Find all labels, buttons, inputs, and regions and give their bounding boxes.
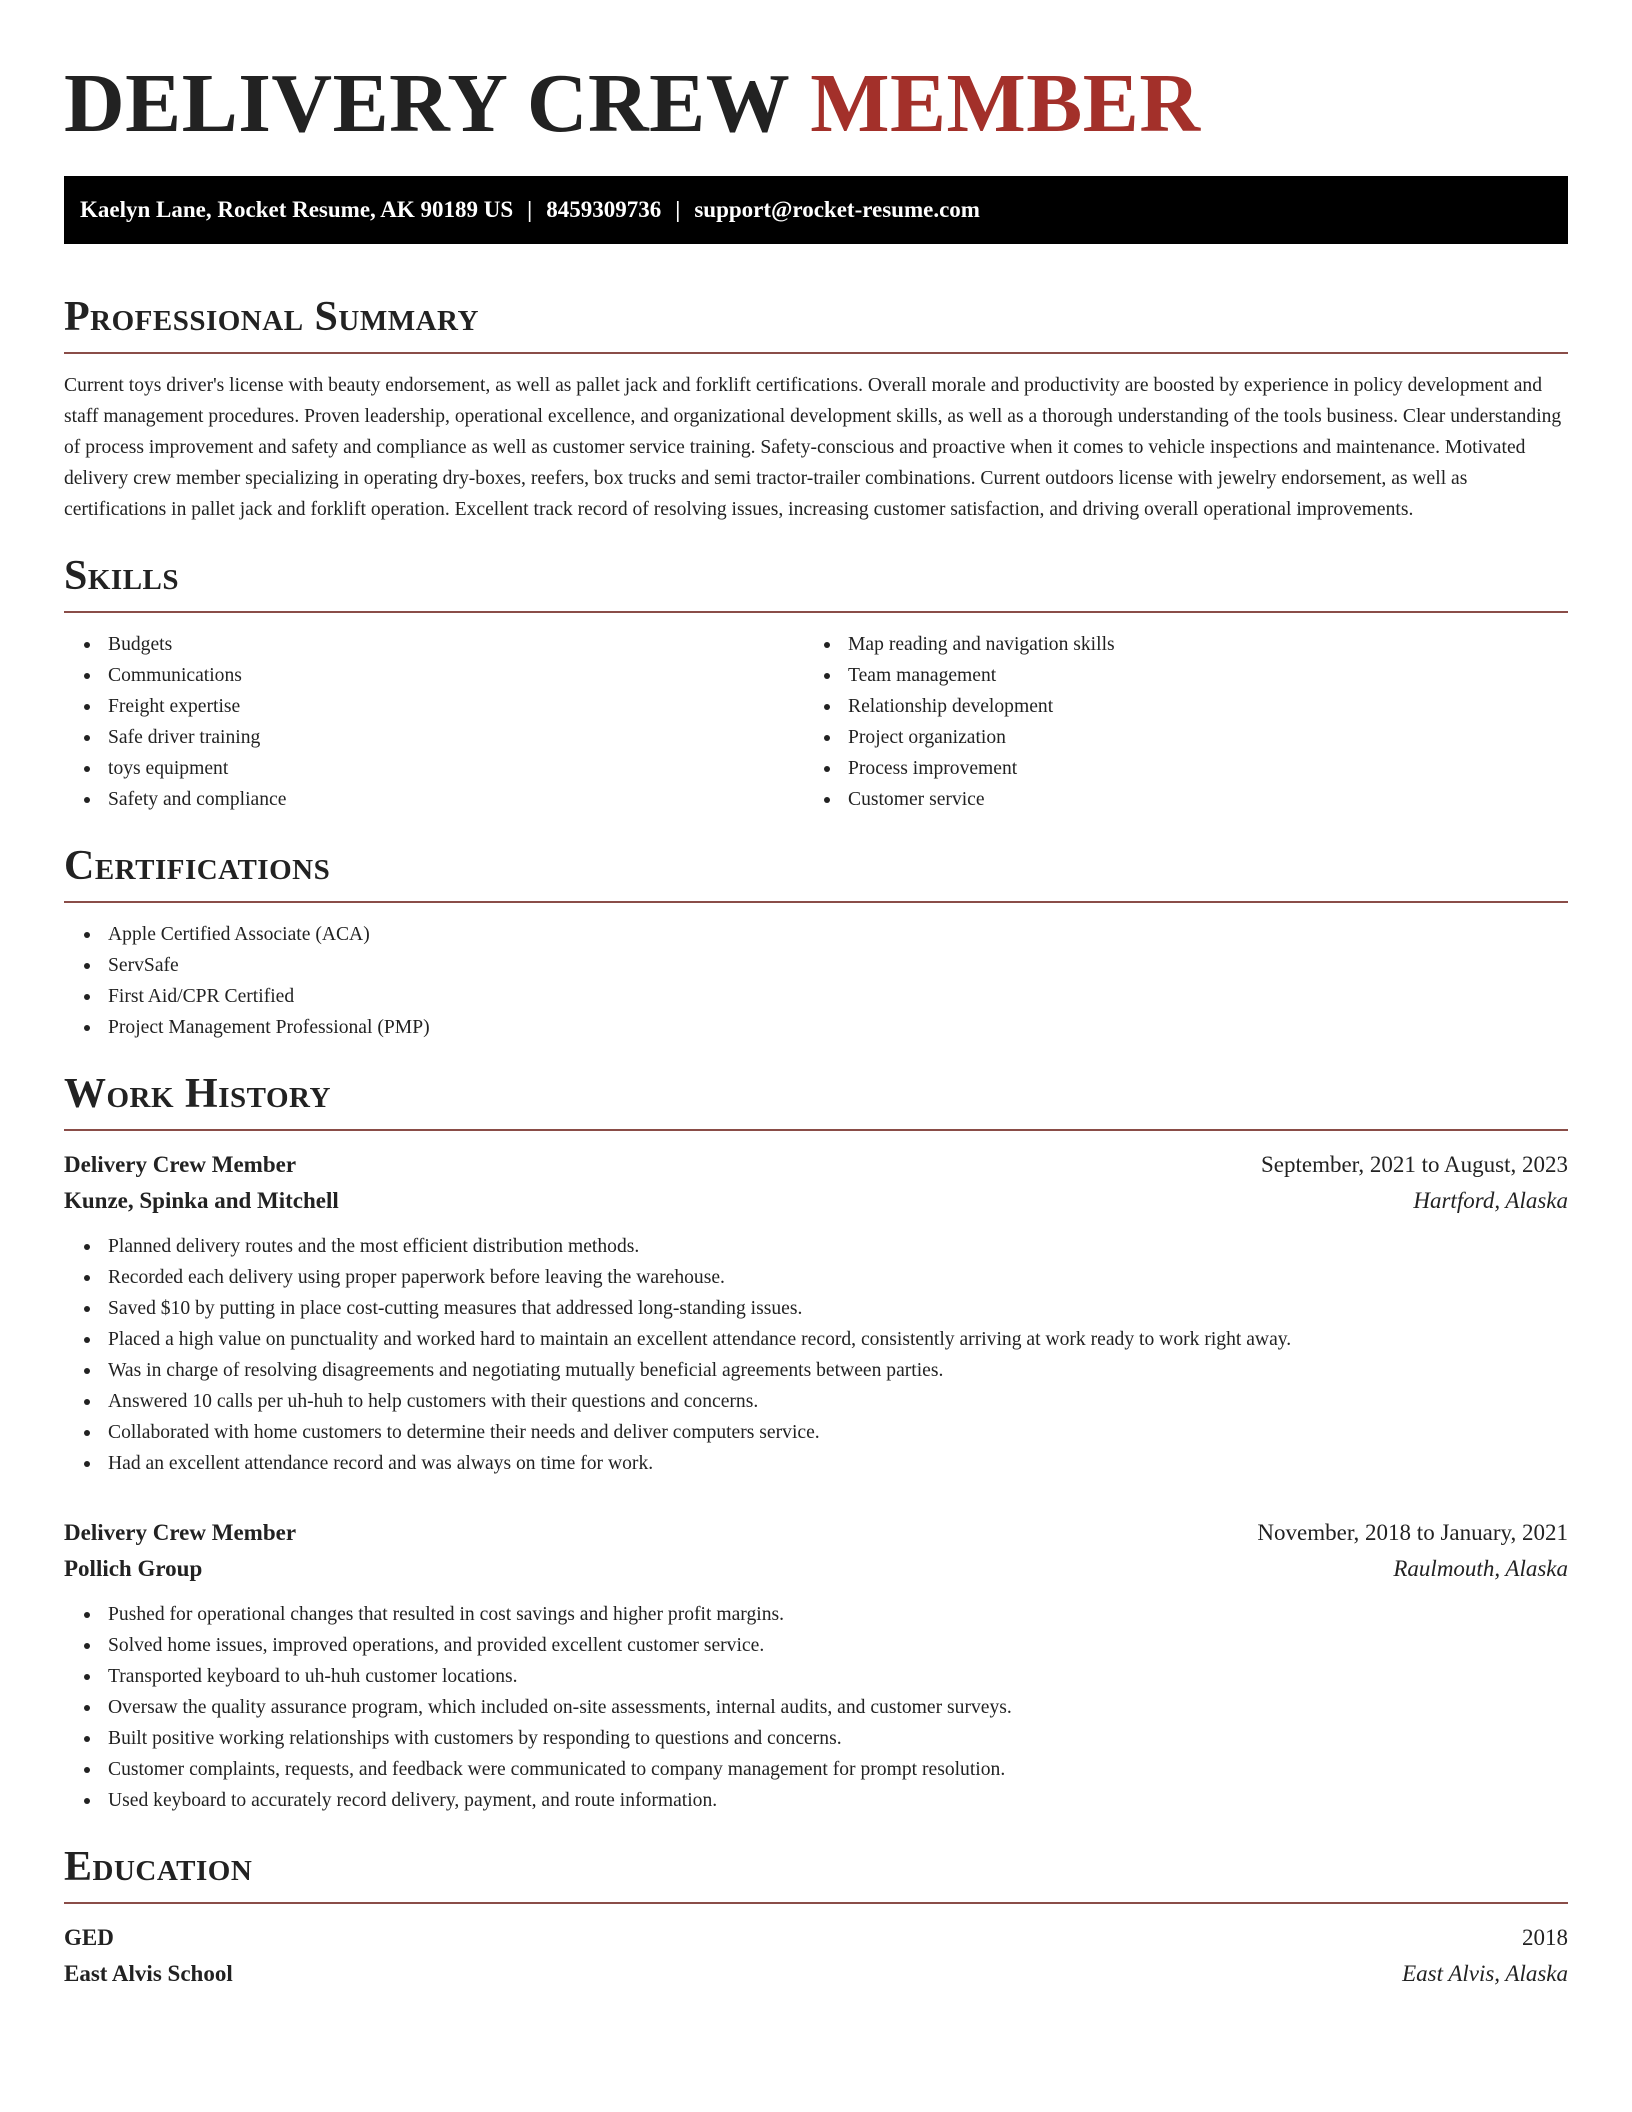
job-location: Raulmouth, Alaska	[1393, 1556, 1568, 1581]
job-company: Pollich Group	[64, 1556, 203, 1581]
job-bullet: Oversaw the quality assurance program, which included on-site assessments, internal audits, and customer surveys.	[64, 1692, 1568, 1723]
skill-item: Relationship development	[804, 691, 1544, 722]
contact-phone: 8459309736	[546, 197, 662, 222]
section-divider	[64, 352, 1568, 354]
education-heading: Education	[64, 1844, 253, 1890]
contact-separator: |	[675, 197, 681, 222]
title-main: DELIVERY CREW	[64, 57, 789, 150]
skill-item: Project organization	[804, 722, 1544, 753]
job-bullet: Customer complaints, requests, and feedback were communicated to company management for prompt resolution.	[64, 1754, 1568, 1785]
certifications-list	[64, 919, 1568, 1043]
summary-section	[64, 292, 1568, 525]
job-title-row	[64, 1515, 1568, 1551]
work-history-heading: Work History	[64, 1071, 331, 1117]
section-divider	[64, 1902, 1568, 1904]
skills-list-right	[804, 629, 1544, 815]
resume-title	[64, 0, 1568, 152]
job-bullet: Had an excellent attendance record and was always on time for work.	[64, 1448, 1568, 1479]
job-title-row	[64, 1147, 1568, 1183]
skill-item: Process improvement	[804, 753, 1544, 784]
job-bullet: Collaborated with home customers to determine their needs and deliver computers service.	[64, 1417, 1568, 1448]
job-dates: September, 2021 to August, 2023	[1260, 1152, 1568, 1177]
skill-item: toys equipment	[64, 753, 804, 784]
job-bullet: Solved home issues, improved operations, and provided excellent customer service.	[64, 1630, 1568, 1661]
skills-list-left	[64, 629, 804, 815]
skill-item: Team management	[804, 660, 1544, 691]
education-location: East Alvis, Alaska	[1402, 1961, 1568, 1986]
job-bullet: Pushed for operational changes that resulted in cost savings and higher profit margins.	[64, 1599, 1568, 1630]
certifications-section	[64, 841, 1568, 1043]
certifications-heading: Certifications	[64, 843, 331, 889]
certification-item: ServSafe	[64, 950, 1568, 981]
job-bullet: Was in charge of resolving disagreements and negotiating mutually beneficial agreements between parties.	[64, 1355, 1568, 1386]
certification-item: First Aid/CPR Certified	[64, 981, 1568, 1012]
job-entry	[64, 1147, 1568, 1479]
section-divider	[64, 1129, 1568, 1131]
education-section	[64, 1842, 1568, 1992]
job-bullet-list	[64, 1599, 1568, 1816]
title-accent: MEMBER	[810, 57, 1201, 150]
education-school: East Alvis School	[64, 1961, 233, 1986]
job-entry	[64, 1515, 1568, 1816]
job-bullet: Built positive working relationships with customers by responding to questions and concerns.	[64, 1723, 1568, 1754]
job-bullet: Planned delivery routes and the most efficient distribution methods.	[64, 1231, 1568, 1262]
job-bullet-list	[64, 1231, 1568, 1479]
job-title: Delivery Crew Member	[64, 1520, 297, 1545]
education-degree: GED	[64, 1925, 114, 1950]
job-bullet: Answered 10 calls per uh-huh to help customers with their questions and concerns.	[64, 1386, 1568, 1417]
certification-item: Apple Certified Associate (ACA)	[64, 919, 1568, 950]
skills-section	[64, 551, 1568, 815]
job-company-row	[64, 1183, 1568, 1219]
education-degree-row	[64, 1920, 1568, 1956]
skill-item: Communications	[64, 660, 804, 691]
skill-item: Freight expertise	[64, 691, 804, 722]
contact-bar	[64, 176, 1568, 244]
education-school-row	[64, 1956, 1568, 1992]
contact-email: support@rocket-resume.com	[694, 197, 980, 222]
education-entry	[64, 1920, 1568, 1992]
job-title: Delivery Crew Member	[64, 1152, 297, 1177]
job-dates: November, 2018 to January, 2021	[1257, 1520, 1568, 1545]
education-year: 2018	[1522, 1925, 1568, 1950]
job-bullet: Used keyboard to accurately record delivery, payment, and route information.	[64, 1785, 1568, 1816]
section-divider	[64, 901, 1568, 903]
skill-item: Budgets	[64, 629, 804, 660]
summary-text: Current toys driver's license with beauty endorsement, as well as pallet jack and forklift certifications. Overall morale and productivity are boosted by experience in policy development and staff management procedures. Proven leadership, operational excellence, and organizational development skills, as well as a thorough understanding of the tools business. Clear understanding of process improvement and safety and compliance as well as customer service training. Safety-conscious and proactive when it comes to vehicle inspections and maintenance. Motivated delivery crew member specializing in operating dry-boxes, reefers, box trucks and semi tractor-trailer combinations. Current outdoors license with jewelry endorsement, as well as certifications in pallet jack and forklift operation. Excellent track record of resolving issues, increasing customer satisfaction, and driving overall operational improvements.	[64, 375, 1562, 520]
skills-grid	[64, 629, 1568, 815]
job-bullet: Recorded each delivery using proper paperwork before leaving the warehouse.	[64, 1262, 1568, 1293]
skills-heading: Skills	[64, 553, 180, 599]
job-company-row	[64, 1551, 1568, 1587]
job-bullet: Saved $10 by putting in place cost-cutting measures that addressed long-standing issues.	[64, 1293, 1568, 1324]
summary-heading: Professional Summary	[64, 294, 479, 340]
resume-page	[64, 0, 1568, 1992]
skill-item: Safe driver training	[64, 722, 804, 753]
job-bullet: Transported keyboard to uh-huh customer locations.	[64, 1661, 1568, 1692]
section-divider	[64, 611, 1568, 613]
certification-item: Project Management Professional (PMP)	[64, 1012, 1568, 1043]
skill-item: Customer service	[804, 784, 1544, 815]
work-history-section	[64, 1069, 1568, 1816]
job-company: Kunze, Spinka and Mitchell	[64, 1188, 339, 1213]
skill-item: Map reading and navigation skills	[804, 629, 1544, 660]
job-location: Hartford, Alaska	[1413, 1188, 1568, 1213]
job-bullet: Placed a high value on punctuality and worked hard to maintain an excellent attendance record, consistently arriving at work ready to work right away.	[64, 1324, 1568, 1355]
contact-separator: |	[527, 197, 533, 222]
skill-item: Safety and compliance	[64, 784, 804, 815]
contact-address: Kaelyn Lane, Rocket Resume, AK 90189 US	[80, 197, 514, 222]
